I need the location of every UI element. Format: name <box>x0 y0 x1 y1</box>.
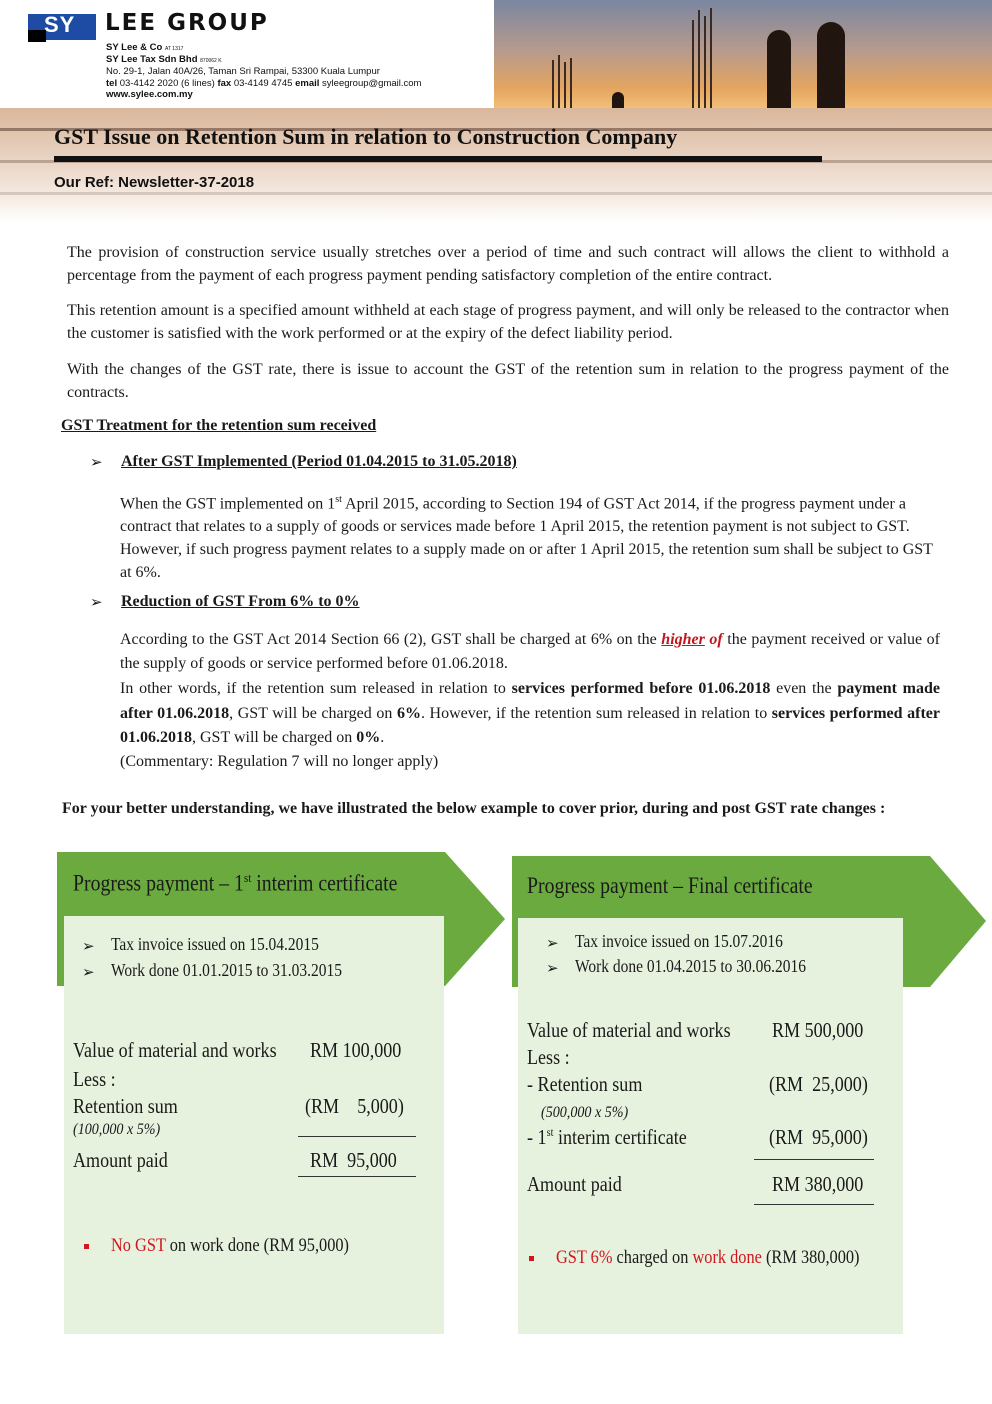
right-paid-label: Amount paid <box>527 1172 622 1196</box>
worker-silhouette <box>767 30 791 110</box>
arrow-bullet-icon: ➢ <box>90 453 103 471</box>
t: interim certificate <box>553 1125 687 1149</box>
reduction-para-2 <box>120 677 940 751</box>
scaffold-beam <box>0 192 992 195</box>
title-rule <box>54 156 822 162</box>
worker-silhouette <box>817 22 845 110</box>
bold-payment-after: payment made after 01.06.2018 <box>120 680 941 722</box>
higher-emphasis: higher <box>661 631 705 648</box>
work-done: work done <box>692 1247 762 1268</box>
left-retention-calc: (100,000 x 5%) <box>73 1121 161 1138</box>
rebar <box>570 58 572 110</box>
website-link[interactable]: www.sylee.com.my <box>106 89 193 100</box>
square-bullet-icon <box>529 1256 534 1261</box>
fax: 03-4149 4745 <box>233 78 293 89</box>
bold-services-after: services performed after 01.06.2018 <box>120 704 940 746</box>
t: . However, if the retention sum released in relation to <box>420 704 772 722</box>
rebar <box>564 62 566 110</box>
reduction-para-1 <box>120 628 940 676</box>
right-tax-invoice: Tax invoice issued on 15.07.2016 <box>575 931 783 951</box>
commentary: (Commentary: Regulation 7 will no longer apply) <box>120 753 439 770</box>
sup-st: st <box>546 1125 554 1139</box>
right-less: Less : <box>527 1045 570 1069</box>
left-paid-label: Amount paid <box>73 1148 168 1172</box>
arrow-bullet-icon: ➢ <box>82 963 95 981</box>
t: , GST will be charged on <box>229 704 397 722</box>
letterhead <box>0 0 494 108</box>
right-paid-amount: RM 380,000 <box>772 1172 864 1196</box>
subtotal-rule <box>754 1159 874 1160</box>
t: charged on <box>612 1247 693 1268</box>
rebar <box>692 20 694 110</box>
sup-st: st <box>243 870 252 885</box>
left-note <box>111 1235 349 1257</box>
t: Progress payment – 1 <box>73 870 244 896</box>
left-tax-invoice: Tax invoice issued on 15.04.2015 <box>111 934 319 954</box>
of-emphasis: of <box>709 631 723 648</box>
example-intro: For your better understanding, we have illustrated the below example to cover prior, during and post GST rate changes : <box>62 800 886 817</box>
rebar <box>558 55 560 110</box>
rebar <box>698 10 700 110</box>
paragraph-3: With the changes of the GST rate, there is issue to account the GST of the retention sum in relation to the progress payment of the contracts. <box>67 361 949 401</box>
reference-number: Our Ref: Newsletter-37-2018 <box>54 174 255 191</box>
header-photo <box>492 0 992 110</box>
right-panel-title: Progress payment – Final certificate <box>527 873 813 898</box>
right-retention-amount: (RM 25,000) <box>769 1072 868 1096</box>
subheading-after-gst: After GST Implemented (Period 01.04.2015 to 31.05.2018) <box>121 453 517 470</box>
tel-label: tel <box>106 78 118 89</box>
left-panel-title <box>73 870 397 897</box>
after-gst-text-a: When the GST implemented on 1 <box>120 495 336 513</box>
left-paid-amount <box>310 1148 397 1173</box>
rebar <box>704 16 706 110</box>
total-rule <box>298 1176 416 1177</box>
right-retention-calc: (500,000 x 5%) <box>541 1104 629 1121</box>
firm-2-reg: 870062 K <box>200 58 222 64</box>
tel: 03-4142 2020 (6 lines) <box>119 78 215 89</box>
t: In other words, if the retention sum released in relation to <box>120 680 512 697</box>
paragraph-1: The provision of construction service usually stretches over a period of time and such contract will allows the client to withhold a percentage from the payment of each progress payment pending satisfactory completion of the entire contract. <box>67 244 949 284</box>
paragraph-2: This retention amount is a specified amount withheld at each stage of progress payment, and will only be released to the contractor when the customer is satisfied with the work performed or at the expiry of the defect liability period. <box>67 302 949 342</box>
reduction-text-a: According to the GST Act 2014 Section 66 (2), GST shall be charged at 6% on the <box>120 631 662 648</box>
square-bullet-icon <box>84 1244 89 1249</box>
t: on work done (RM 95,000) <box>165 1235 349 1256</box>
logo-sy: SY <box>44 12 76 37</box>
t: even the <box>770 680 838 697</box>
after-gst-text-b: April 2015, according to Section 194 of GST Act 2014, if the progress payment under a contract that relates to a supply of goods or services made before 1 April 2015, the retention payment is not subject to GST. However, if such progress payment relates to a supply made on or after 1 April 2015, the retention sum shall be subject to GST at 6%. <box>120 495 933 582</box>
no-gst: No GST <box>111 1235 166 1256</box>
page-title: GST Issue on Retention Sum in relation to Construction Company <box>54 124 678 149</box>
left-value-label: Value of material and works <box>73 1038 277 1062</box>
rebar <box>710 8 712 110</box>
subheading-reduction: Reduction of GST From 6% to 0% <box>121 593 360 610</box>
right-panel-arrow <box>930 856 986 987</box>
email-label: email <box>295 78 320 89</box>
arrow-bullet-icon: ➢ <box>546 959 559 977</box>
t: , GST will be charged on <box>192 729 357 746</box>
total-rule <box>754 1204 874 1205</box>
left-less: Less : <box>73 1067 116 1091</box>
gst-6: GST 6% <box>556 1247 613 1268</box>
arrow-bullet-icon: ➢ <box>90 593 103 611</box>
right-work-done: Work done 01.04.2015 to 30.06.2016 <box>575 956 806 976</box>
firm-2-name: SY Lee Tax Sdn Bhd <box>106 54 198 65</box>
t: 5,000) <box>357 1094 404 1118</box>
right-interim-label <box>527 1125 687 1150</box>
firm-1-reg: AT 1317 <box>164 46 184 52</box>
after-gst-text <box>120 488 935 584</box>
contact-line <box>106 78 421 89</box>
logo-name: LEE GROUP <box>105 10 269 36</box>
t: RM <box>310 1148 339 1172</box>
left-value-amount: RM 100,000 <box>310 1038 402 1062</box>
address: No. 29-1, Jalan 40A/26, Taman Sri Rampai, 53300 Kuala Lumpur <box>106 66 380 77</box>
bold-services-before: services performed before 01.06.2018 <box>511 680 771 697</box>
section-heading: GST Treatment for the retention sum received <box>61 417 377 434</box>
right-value-amount: RM 500,000 <box>772 1018 864 1042</box>
right-retention-label: - Retention sum <box>527 1072 643 1096</box>
bold-6-percent: 6% <box>396 704 421 722</box>
bold-0-percent: 0% <box>356 729 381 746</box>
rebar <box>552 60 554 110</box>
fax-label: fax <box>217 78 232 89</box>
t: 95,000 <box>347 1148 397 1172</box>
t: - 1 <box>527 1125 547 1149</box>
reduction-text-b: the payment received or value of the supply of goods or service performed before 01.06.2018. <box>120 631 941 672</box>
right-value-label: Value of material and works <box>527 1018 731 1042</box>
right-note <box>556 1247 859 1269</box>
arrow-bullet-icon: ➢ <box>546 934 559 952</box>
sup-st: st <box>335 494 342 505</box>
t: (RM <box>305 1094 340 1118</box>
right-interim-amount: (RM 95,000) <box>769 1125 868 1149</box>
firm-1-name: SY Lee & Co <box>106 42 163 53</box>
t: interim certificate <box>251 870 398 896</box>
t: . <box>380 729 385 746</box>
t: (RM 380,000) <box>761 1247 860 1268</box>
left-retention-label: Retention sum <box>73 1094 178 1118</box>
email-link[interactable]: syleegroup@gmail.com <box>322 78 422 89</box>
left-retention-amount <box>305 1094 404 1119</box>
subtotal-rule <box>298 1136 416 1137</box>
arrow-bullet-icon: ➢ <box>82 937 95 955</box>
left-panel-arrow <box>445 852 505 986</box>
left-work-done: Work done 01.01.2015 to 31.03.2015 <box>111 960 342 980</box>
